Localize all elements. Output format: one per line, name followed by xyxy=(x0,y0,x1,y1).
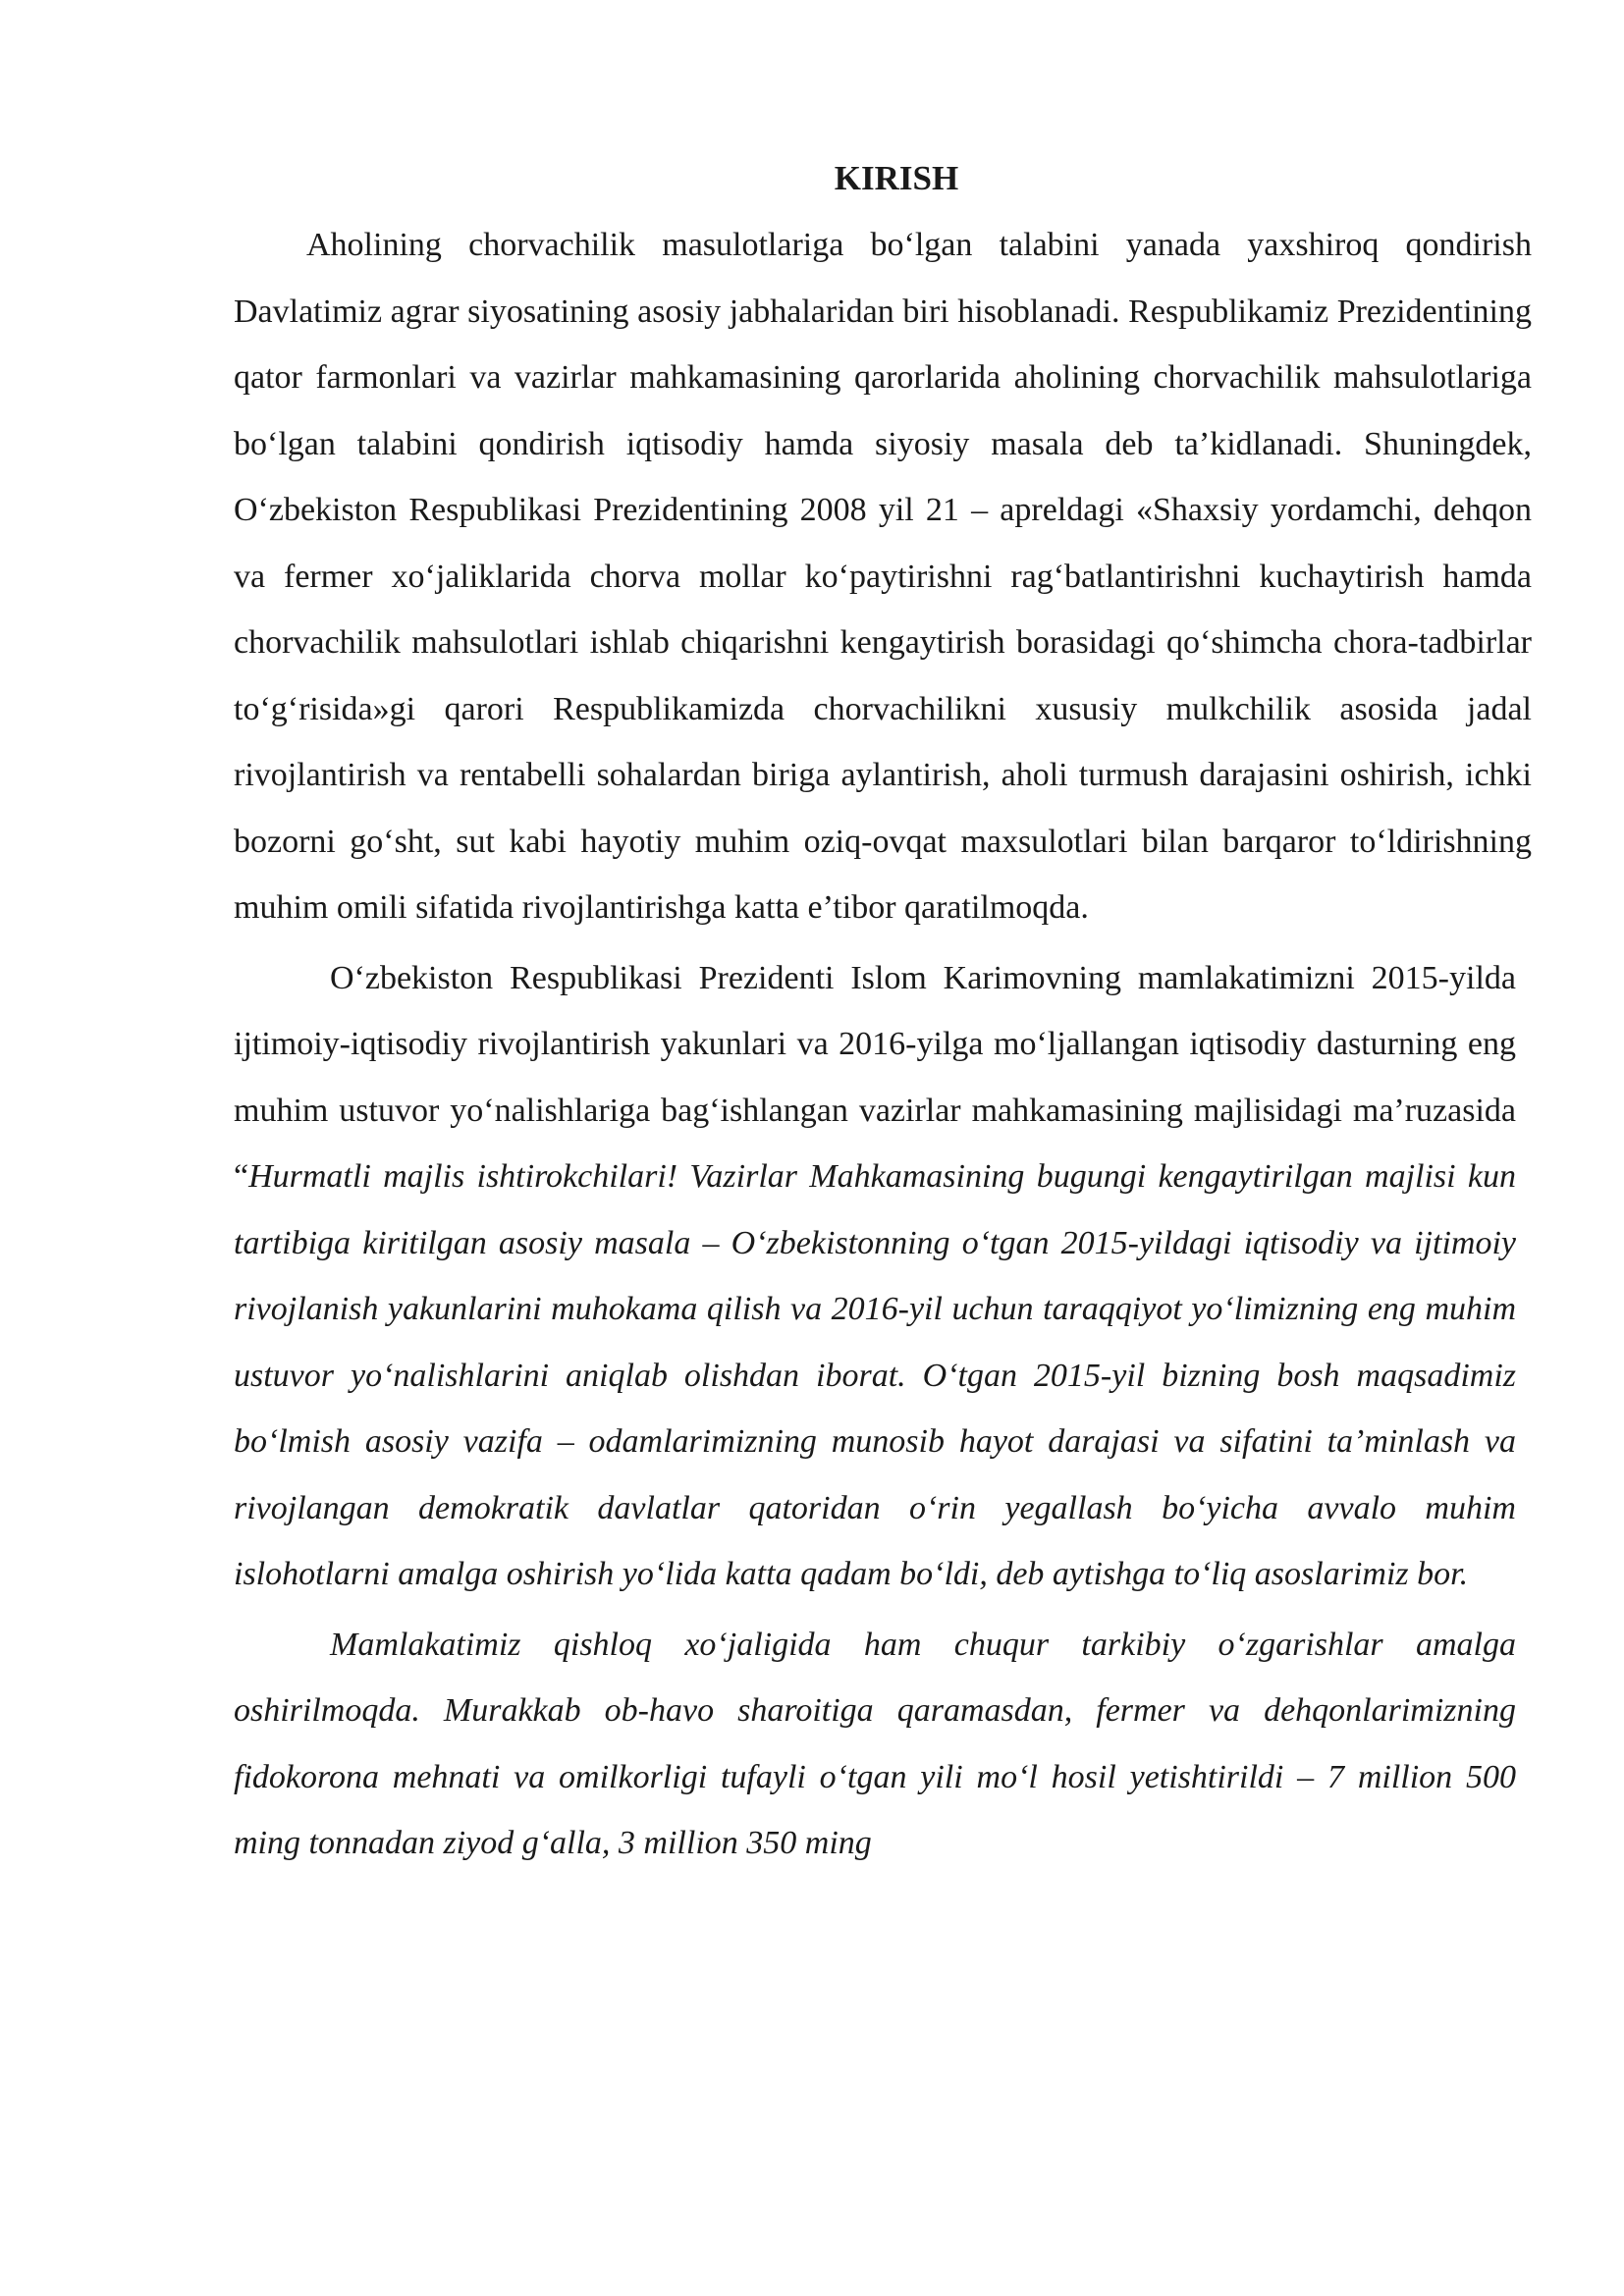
document-title: KIRISH xyxy=(834,159,959,197)
paragraph-2 xyxy=(234,945,1516,1608)
paragraph-2-quote: Hurmatli majlis ishtirokchilari! Vazirlar Mahkamasining bugungi kengaytirilgan majlisi kun tartibiga kiritilgan asosiy masala – O‘zbekistonning o‘tgan 2015-yildagi iqtisodiy va ijtimoiy rivojlanish yakunlarini muhokama qilish va 2016-yil uchun taraqqiyot yo‘limizning eng muhim ustuvor yo‘nalishlarini aniqlab olishdan iborat. O‘tgan 2015-yil bizning bosh maqsadimiz bo‘lmish asosiy vazifa – odamlarimizning munosib hayot darajasi va sifatini ta’minlash va rivojlangan demokratik davlatlar qatoridan o‘rin yegallash bo‘yicha avvalo muhim islohotlarni amalga oshirish yo‘lida katta qadam bo‘ldi, deb aytishga to‘liq asoslarimiz bor. xyxy=(234,1158,1516,1592)
paragraph-3: Mamlakatimiz qishloq xo‘jaligida ham chuqur tarkibiy o‘zgarishlar amalga oshirilmoqda. Murakkab ob-havo sharoitiga qaramasdan, fermer va dehqonlarimizning fidokorona mehnati va omilkorligi tufayli o‘tgan yili mo‘l hosil yetishtirildi – 7 million 500 ming tonnadan ziyod g‘alla, 3 million 350 ming xyxy=(234,1626,1516,1861)
paragraph-1: Aholining chorvachilik masulotlariga bo‘lgan talabini yanada yaxshiroq qondirish Davlatimiz agrar siyosatining asosiy jabhalaridan biri hisoblanadi. Respublikamiz Prezidentining qator farmonlari va vazirlar mahkamasining qarorlarida aholining chorvachilik mahsulotlariga bo‘lgan talabini qondirish iqtisodiy hamda siyosiy masala deb ta’kidlanadi. Shuningdek, O‘zbekiston Respublikasi Prezidentining 2008 yil 21 – apreldagi «Shaxsiy yordamchi, dehqon va fermer xo‘jaliklarida chorva mollar ko‘paytirishni rag‘batlantirishni kuchaytirish hamda chorvachilik mahsulotlari ishlab chiqarishni kengaytirish borasidagi qo‘shimcha chora-tadbirlar to‘g‘risida»gi qarori Respublikamizda chorvachilikni xususiy mulkchilik asosida jadal rivojlantirish va rentabelli sohalardan biriga aylantirish, aholi turmush darajasini oshirish, ichki bozorni go‘sht, sut kabi hayotiy muhim oziq-ovqat maxsulotlari bilan barqaror to‘ldirishning muhim omili sifatida rivojlantirishga katta e’tibor qaratilmoqda. xyxy=(234,227,1532,926)
paragraph-2-regular: O‘zbekiston Respublikasi Prezidenti Islom Karimovning mamlakatimizni 2015-yilda ijtimoiy-iqtisodiy rivojlantirish yakunlari va 2016-yilga mo‘ljallangan iqtisodiy dasturning eng muhim ustuvor yo‘nalishlariga bag‘ishlangan vazirlar mahkamasining majlisidagi ma’ruzasida “ xyxy=(234,959,1516,1195)
document-body xyxy=(234,149,1532,1877)
